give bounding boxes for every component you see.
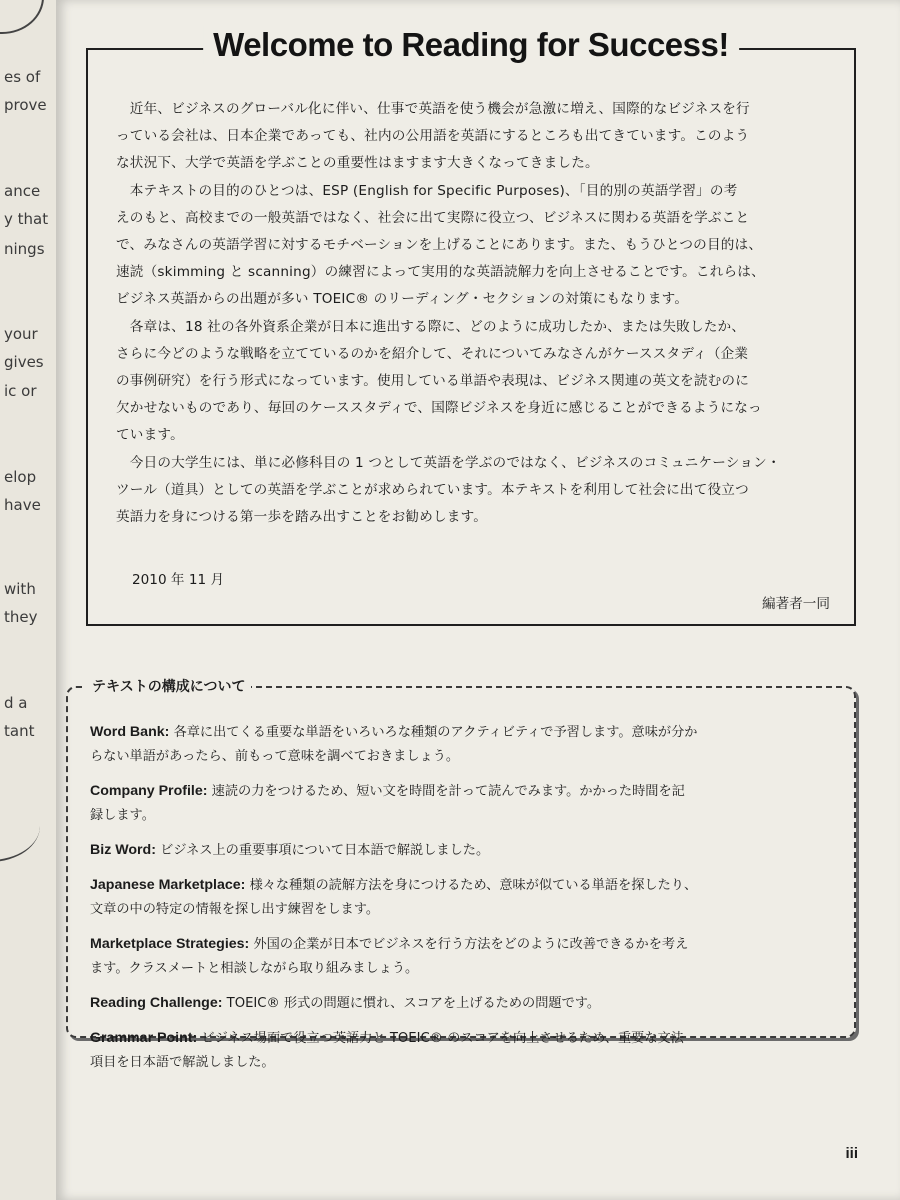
welcome-body-line: ています。 <box>116 427 184 444</box>
welcome-body-line: 近年、ビジネスのグローバル化に伴い、仕事で英語を使う機会が急激に増え、国際的なビジネスを行 <box>116 101 750 117</box>
structure-item <box>90 779 830 828</box>
previous-page-text-fragment: have <box>4 496 41 514</box>
structure-term: Grammar Point: <box>90 1030 198 1046</box>
previous-page-edge <box>0 0 57 1200</box>
previous-page-text-fragment: gives <box>4 353 44 371</box>
structure-term: Word Bank: <box>90 724 170 740</box>
editor-credit: 編著者一同 <box>762 596 830 612</box>
welcome-body-line: 欠かせないものであり、毎回のケーススタディで、国際ビジネスを身近に感じることができるようになっ <box>116 400 762 417</box>
welcome-body-line: で、みなさんの英語学習に対するモチベーションを上げることにあります。また、もうひとつの目的は、 <box>116 237 763 254</box>
structure-title: テキストの構成について <box>86 676 251 696</box>
book-page <box>56 0 900 1200</box>
welcome-box <box>86 26 856 626</box>
welcome-body-line: えのもと、高校までの一般英語ではなく、社会に出て実際に役立つ、ビジネスに関わる英語を学ぶこと <box>116 209 750 226</box>
welcome-body-line: 英語力を身につける第一歩を踏み出すことをお勧めします。 <box>116 509 488 526</box>
structure-item <box>90 720 830 769</box>
welcome-body <box>116 96 828 531</box>
structure-description: 外国の企業が日本でビジネスを行う方法をどのように改善できるかを考え <box>253 937 689 952</box>
structure-item <box>90 1026 830 1075</box>
structure-item <box>90 838 830 863</box>
structure-term: Reading Challenge: <box>90 995 223 1011</box>
previous-page-text-fragment: prove <box>4 96 47 114</box>
structure-term: Marketplace Strategies: <box>90 936 250 952</box>
previous-page-text-fragment: ic or <box>4 382 37 400</box>
structure-description: ます。クラスメートと相談しながら取り組みましょう。 <box>90 961 419 976</box>
previous-page-text-fragment: nings <box>4 240 45 258</box>
welcome-title: Welcome to Reading for Success! <box>203 26 739 64</box>
previous-page-text-fragment: your <box>4 325 38 343</box>
structure-description: ビジネス場面で役立つ英語力と TOEIC® のスコアを向上させるため、重要な文法 <box>201 1031 684 1046</box>
previous-page-text-fragment: tant <box>4 722 35 740</box>
structure-description: 文章の中の特定の情報を探し出す練習をします。 <box>90 902 380 917</box>
structure-description: らない単語があったら、前もって意味を調べておきましょう。 <box>90 749 460 764</box>
welcome-body-line: 速読（skimming と scanning）の練習によって実用的な英語読解力を向上させることです。これらは、 <box>116 264 765 281</box>
page-number: iii <box>845 1145 858 1162</box>
structure-term: Company Profile: <box>90 783 208 799</box>
structure-description: 録します。 <box>90 808 155 823</box>
structure-list <box>90 720 830 1085</box>
welcome-body-line: ビジネス英語からの出題が多い TOEIC® のリーディング・セクションの対策にもなります。 <box>116 291 689 308</box>
structure-item <box>90 932 830 981</box>
previous-page-text-fragment: y that <box>4 210 49 228</box>
structure-description: 速読の力をつけるため、短い文を時間を計って読んでみます。かかった時間を記 <box>211 784 685 799</box>
structure-description: ビジネス上の重要事項について日本語で解説しました。 <box>160 843 490 858</box>
structure-description: 項目を日本語で解説しました。 <box>90 1055 275 1070</box>
welcome-body-line: 今日の大学生には、単に必修科目の 1 つとして英語を学ぶのではなく、ビジネスのコミュニケーション・ <box>116 454 781 471</box>
structure-item <box>90 873 830 922</box>
structure-description: TOEIC® 形式の問題に慣れ、スコアを上げるための問題です。 <box>226 996 601 1011</box>
structure-item <box>90 991 830 1016</box>
welcome-body-line: 各章は、18 社の各外資系企業が日本に進出する際に、どのように成功したか、または失敗したか、 <box>116 318 746 335</box>
welcome-body-line: さらに今どのような戦略を立てているのかを紹介して、それについてみなさんがケーススタディ（企業 <box>116 345 749 362</box>
structure-description: 各章に出てくる重要な単語をいろいろな種類のアクティビティで予習します。意味が分か <box>173 725 698 740</box>
welcome-body-line: な状況下、大学で英語を学ぶことの重要性はますます大きくなってきました。 <box>116 155 599 172</box>
previous-page-text-fragment: es of <box>4 68 41 86</box>
previous-page-text-fragment: ance <box>4 182 41 200</box>
welcome-body-line: ツール（道具）としての英語を学ぶことが求められています。本テキストを利用して社会に出て役立つ <box>116 481 749 498</box>
welcome-body-line: の事例研究）を行う形式になっています。使用している単語や表現は、ビジネス関連の英文を読むのに <box>116 373 750 390</box>
text-structure-box <box>66 679 856 1070</box>
previous-page-text-fragment: d a <box>4 694 28 712</box>
structure-term: Biz Word: <box>90 842 156 858</box>
previous-page-text-fragment: elop <box>4 468 37 486</box>
structure-term: Japanese Marketplace: <box>90 877 246 893</box>
welcome-body-line: っている会社は、日本企業であっても、社内の公用語を英語にするところも出てきています。このよう <box>116 128 750 145</box>
previous-page-text-fragment: with <box>4 580 36 598</box>
date-text: 2010 年 11 月 <box>132 572 225 588</box>
previous-page-decoration <box>0 0 44 34</box>
welcome-body-line: 本テキストの目的のひとつは、ESP (English for Specific Purposes)、「目的別の英語学習」の考 <box>116 182 738 199</box>
previous-page-text-fragment: they <box>4 608 38 626</box>
previous-page-decoration <box>0 790 40 862</box>
structure-description: 様々な種類の読解方法を身につけるため、意味が似ている単語を探したり、 <box>249 878 698 893</box>
